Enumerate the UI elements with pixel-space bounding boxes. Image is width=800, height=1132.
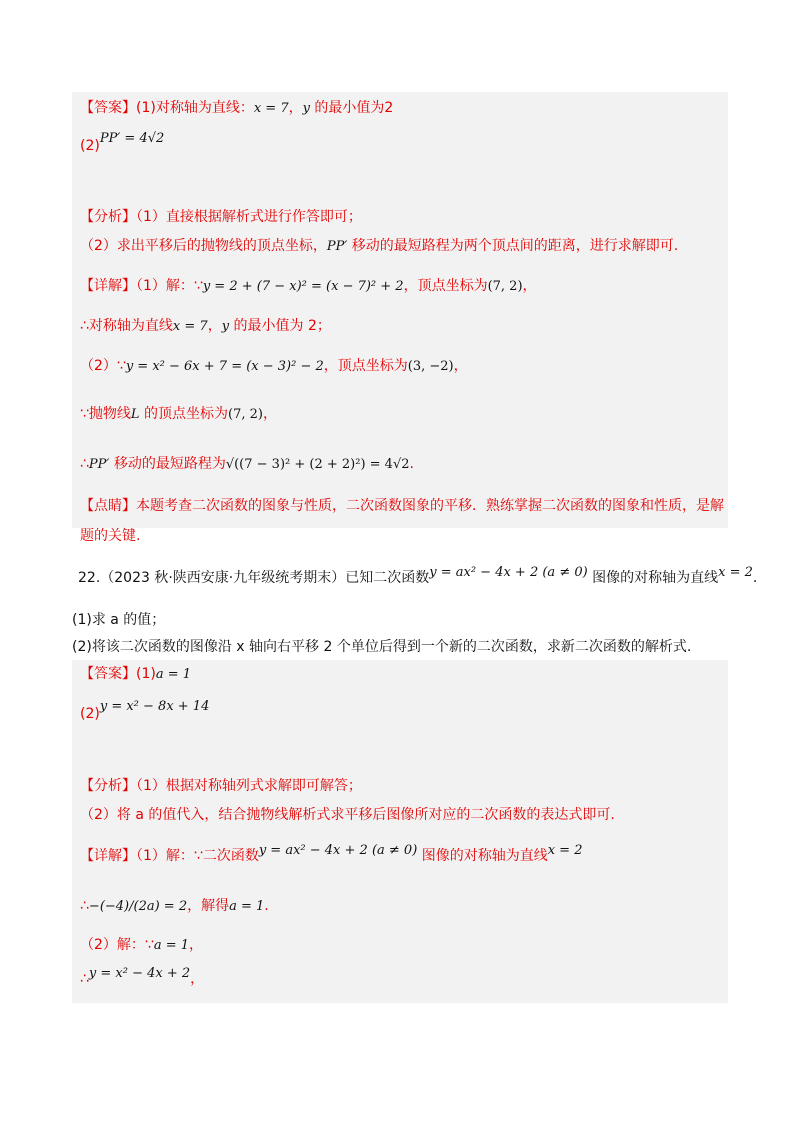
detail-line-1: 【详解】（1）解：∵y = 2 + (7 − x)² = (x − 7)² + 2，顶点坐标为(7, 2)，	[80, 278, 537, 294]
detail-line-9: ∴y = x² − 4x + 2，	[80, 966, 205, 987]
question-22-stem: 22.（2023 秋·陕西安康·九年级统考期末）已知二次函数y = ax² − 4x + 2 (a ≠ 0) 图像的对称轴为直线x = 2.	[78, 565, 758, 586]
detail-line-5: ∴PP′ 移动的最短路程为√((7 − 3)² + (2 + 2)²) = 4√2.	[80, 456, 414, 472]
question-22-part-2: (2)将该二次函数的图像沿 x 轴向右平移 2 个单位后得到一个新的二次函数，求新二次函数的解析式.	[72, 639, 692, 655]
answer-line-3: 【答案】(1)a = 1	[80, 666, 192, 682]
answer-line-4: (2)y = x² − 8x + 14	[80, 699, 210, 722]
comment-line-1: 【点睛】本题考查二次函数的图象与性质，二次函数图象的平移．熟练掌握二次函数的图象和性质，是解	[80, 498, 724, 514]
detail-line-8: （2）解：∵a = 1，	[80, 937, 204, 953]
detail-line-4: ∵抛物线L 的顶点坐标为(7, 2)，	[80, 406, 277, 422]
detail-line-7: ∴−(−4)/(2a) = 2，解得a = 1.	[80, 898, 269, 914]
analysis-line-2: （2）求出平移后的抛物线的顶点坐标，PP′ 移动的最短路程为两个顶点间的距离，进行求解即可.	[80, 238, 679, 254]
detail-line-3: （2）∵y = x² − 6x + 7 = (x − 3)² − 2，顶点坐标为(3, −2)，	[80, 358, 468, 374]
analysis-line-3: 【分析】（1）根据对称轴列式求解即可解答；	[80, 778, 362, 794]
comment-line-2: 题的关键.	[80, 528, 141, 544]
analysis-line-4: （2）将 a 的值代入，结合抛物线解析式求平移后图像所对应的二次函数的表达式即可.	[80, 807, 615, 823]
answer-line-1: 【答案】(1)对称轴为直线：x = 7，y 的最小值为2	[80, 100, 394, 116]
detail-line-2: ∴对称轴为直线x = 7，y 的最小值为 2；	[80, 318, 331, 334]
answer-line-2: (2)PP′ = 4√2	[80, 131, 165, 154]
question-22-part-1: (1)求 a 的值；	[72, 612, 166, 628]
analysis-line-1: 【分析】（1）直接根据解析式进行作答即可；	[80, 209, 362, 225]
detail-line-6: 【详解】（1）解：∵二次函数y = ax² − 4x + 2 (a ≠ 0) 图像的对称轴为直线x = 2	[80, 843, 583, 864]
